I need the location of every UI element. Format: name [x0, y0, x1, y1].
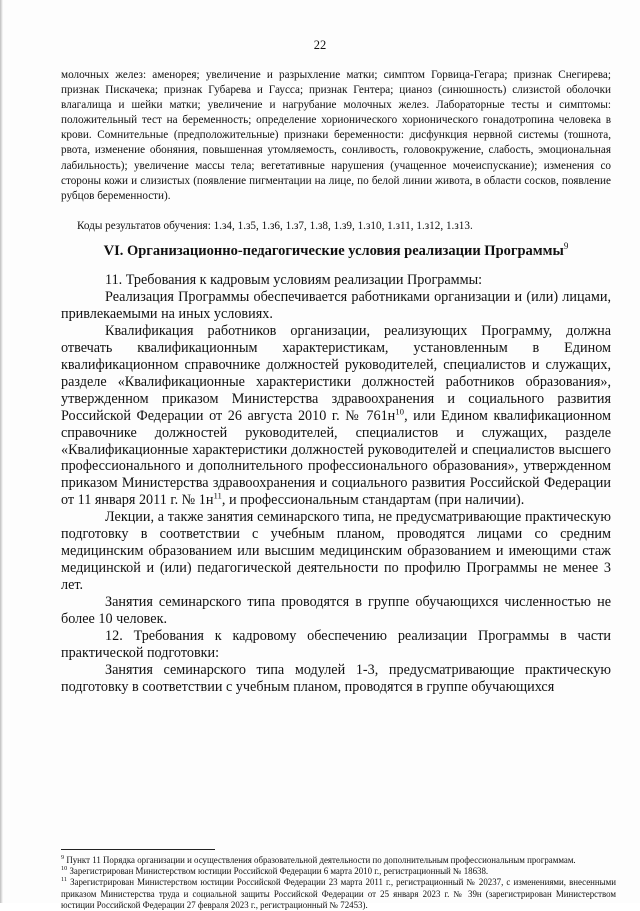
footnote-ref-10: 10 [395, 405, 405, 416]
qualification-text-part-3: , и профессиональным стандартам (при наличии). [221, 492, 525, 509]
footnote-text: Зарегистрирован Министерством юстиции Российской Федерации 23 марта 2011 г., регистрационный № 20237, с изменениями, внесенными приказом Министерства труда и социальной защиты Российской Федерации от 25 января 2023 г. № 39н (зарегистрирован Министерством юстиции Российской Федерации 27 февраля 2023 г., регистрационный № 72453). [61, 877, 616, 910]
paragraph-qualification [61, 323, 611, 509]
section-heading-text: VI. Организационно-педагогические условия реализации Программы [103, 243, 564, 259]
footnote-10 [61, 866, 616, 877]
qualification-text-part-1: Квалификация работников организации, реализующих Программу, должна отвечать квалификационным характеристикам, установленным в Едином квалификационном справочнике должностей руководителей, специалистов и служащих, разделе «Квалификационные характеристики должностей работников образования», утвержденном приказом Министерства здравоохранения и социального развития Российской Федерации от 26 августа 2010 г. № 761н [61, 322, 611, 424]
footnote-ref-11: 11 [213, 490, 222, 501]
footnote-mark: 10 [61, 865, 68, 873]
paragraph-seminar-modules: Занятия семинарского типа модулей 1-3, предусматривающие практическую подготовку в соответствии с учебным планом, проводятся в группе обучающихся [61, 661, 611, 695]
paragraph-lectures: Лекции, а также занятия семинарского типа, не предусматривающие практическую подготовку в соответствии с учебным планом, проводятся лицами со средним медицинским образованием или высшим медицинским образованием и имеющими стаж медицинской и (или) педагогической деятельности по профилю Программы не менее 3 лет. [61, 509, 611, 594]
footnote-ref-9: 9 [563, 241, 569, 252]
paragraph-staffing-requirements: 11. Требования к кадровым условиям реализации Программы: [105, 272, 483, 288]
paragraph-group-size: Занятия семинарского типа проводятся в группе обучающихся численностью не более 10 человек. [61, 594, 611, 628]
footnote-text: Зарегистрирован Министерством юстиции Российской Федерации 6 марта 2010 г., регистрационный № 18638. [67, 866, 489, 877]
page-number: 22 [313, 38, 327, 52]
footnote-mark: 9 [61, 854, 65, 862]
footnote-9 [61, 855, 616, 866]
main-body [61, 272, 611, 696]
paragraph-staff-provision: Реализация Программы обеспечивается работниками организации и (или) лицами, привлекаемыми на иных условиях. [61, 288, 611, 322]
learning-outcome-codes: Коды результатов обучения: 1.з4, 1.з5, 1.з6, 1.з7, 1.з8, 1.з9, 1.з10, 1.з11, 1.з12, 1.з13. [77, 220, 473, 232]
footnote-text: Пункт 11 Порядка организации и осуществления образовательной деятельности по дополнительным профессиональным программам. [64, 855, 576, 865]
qualification-text-part-2: , или Едином квалификационном справочнике должностей руководителей, специалистов и служащих, разделе «Квалификационные характеристики должностей руководителей и специалистов высшего профессионального и дополнительного профессионального образования», утвержденном приказом Министерства здравоохранения и социального развития Российской Федерации от 11 января 2011 г. № 1н [61, 407, 611, 509]
paragraph-practical-training-requirements: 12. Требования к кадровому обеспечению реализации Программы в части практической подготовки: [61, 628, 611, 661]
footnote-11 [61, 877, 616, 911]
section-heading [61, 242, 611, 260]
footnote-mark: 11 [61, 876, 67, 884]
pregnancy-signs-paragraph: молочных желез: аменорея; увеличение и разрыхление матки; симптом Горвица-Гегара; признак Снегирева; признак Пискачека; признак Губарева и Гаусса; признак Гентера; цианоз (синюшность) слизистой оболочки влагалища и шейки матки; увеличение и нагрубание молочных желез. Лабораторные тесты и симптомы: положительный тест на беременность; определение хорионического хорионического гонадотропина человека в крови. Сомнительные (предположительные) признаки беременности: дисфункция нервной системы (тошнота, рвота, изменение обоняния, повышенная утомляемость, сонливость, головокружение, слабость, эмоциональная лабильность); увеличение массы тела; вегетативные нарушения (учащенное мочеиспускание); изменения со стороны кожи и слизистых (появление пигментации на лице, по белой линии живота, в области сосков, появление рубцов беременности). [61, 69, 611, 202]
footnote-separator [61, 849, 215, 850]
